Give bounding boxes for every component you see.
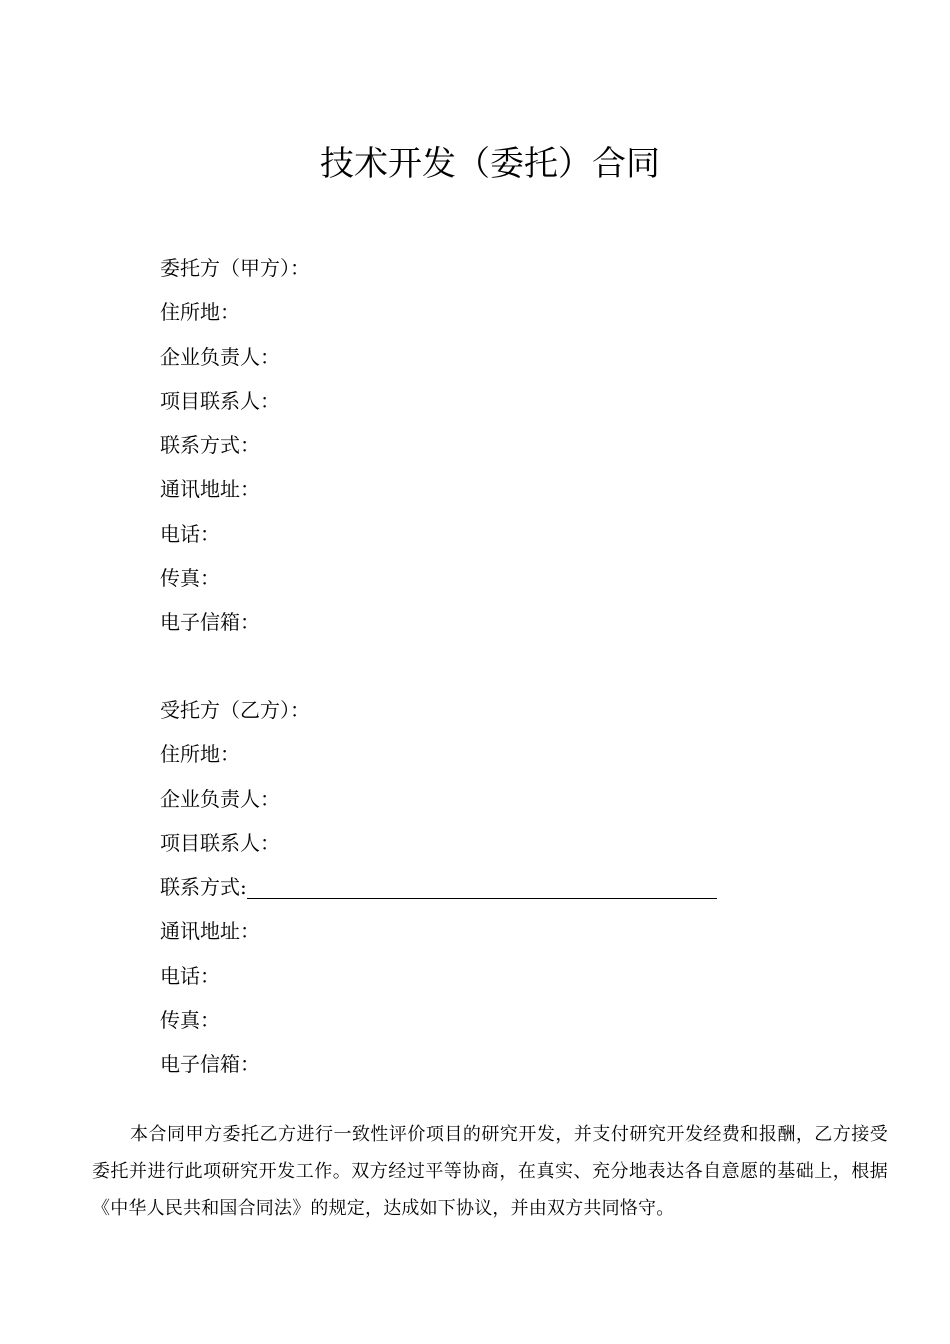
party-a-phone-label: 电话： — [160, 521, 220, 546]
party-b-block — [160, 692, 860, 1091]
party-a-fax-label: 传真： — [160, 566, 220, 591]
party-b-address-label: 住所地： — [160, 742, 240, 767]
party-b-representative-label: 企业负责人： — [160, 786, 280, 811]
party-a-contact-person-label: 项目联系人： — [160, 388, 280, 413]
party-a-block — [160, 250, 860, 649]
party-a-contact-info-label: 联系方式： — [160, 433, 260, 458]
party-b-mailing-address-label: 通讯地址： — [160, 919, 260, 944]
party-a-email-label: 电子信箱： — [160, 610, 260, 635]
party-a-mailing-address-label: 通讯地址： — [160, 477, 260, 502]
party-b-email-label: 电子信箱： — [160, 1052, 260, 1077]
preamble-paragraph: 本合同甲方委托乙方进行一致性评价项目的研究开发，并支付研究开发经费和报酬，乙方接受委托并进行此项研究开发工作。双方经过平等协商，在真实、充分地表达各自意愿的基础上，根据《中华人民共和国合同法》的规定，达成如下协议，并由双方共同恪守。 — [92, 1124, 888, 1219]
party-b-heading: 受托方（乙方）： — [160, 698, 310, 722]
document-title: 技术开发（委托）合同 — [320, 144, 660, 184]
party-b-contact-info-row — [160, 869, 860, 913]
party-b-contact-info-blank-line — [247, 872, 717, 899]
party-b-contact-person-label: 项目联系人： — [160, 830, 280, 855]
party-a-heading: 委托方（甲方）： — [160, 256, 310, 280]
party-b-fax-label: 传真： — [160, 1008, 220, 1033]
party-b-phone-label: 电话： — [160, 963, 220, 988]
party-a-representative-label: 企业负责人： — [160, 344, 280, 369]
party-a-address-label: 住所地： — [160, 300, 240, 325]
party-b-contact-info-label: 联系方式: — [160, 875, 247, 900]
